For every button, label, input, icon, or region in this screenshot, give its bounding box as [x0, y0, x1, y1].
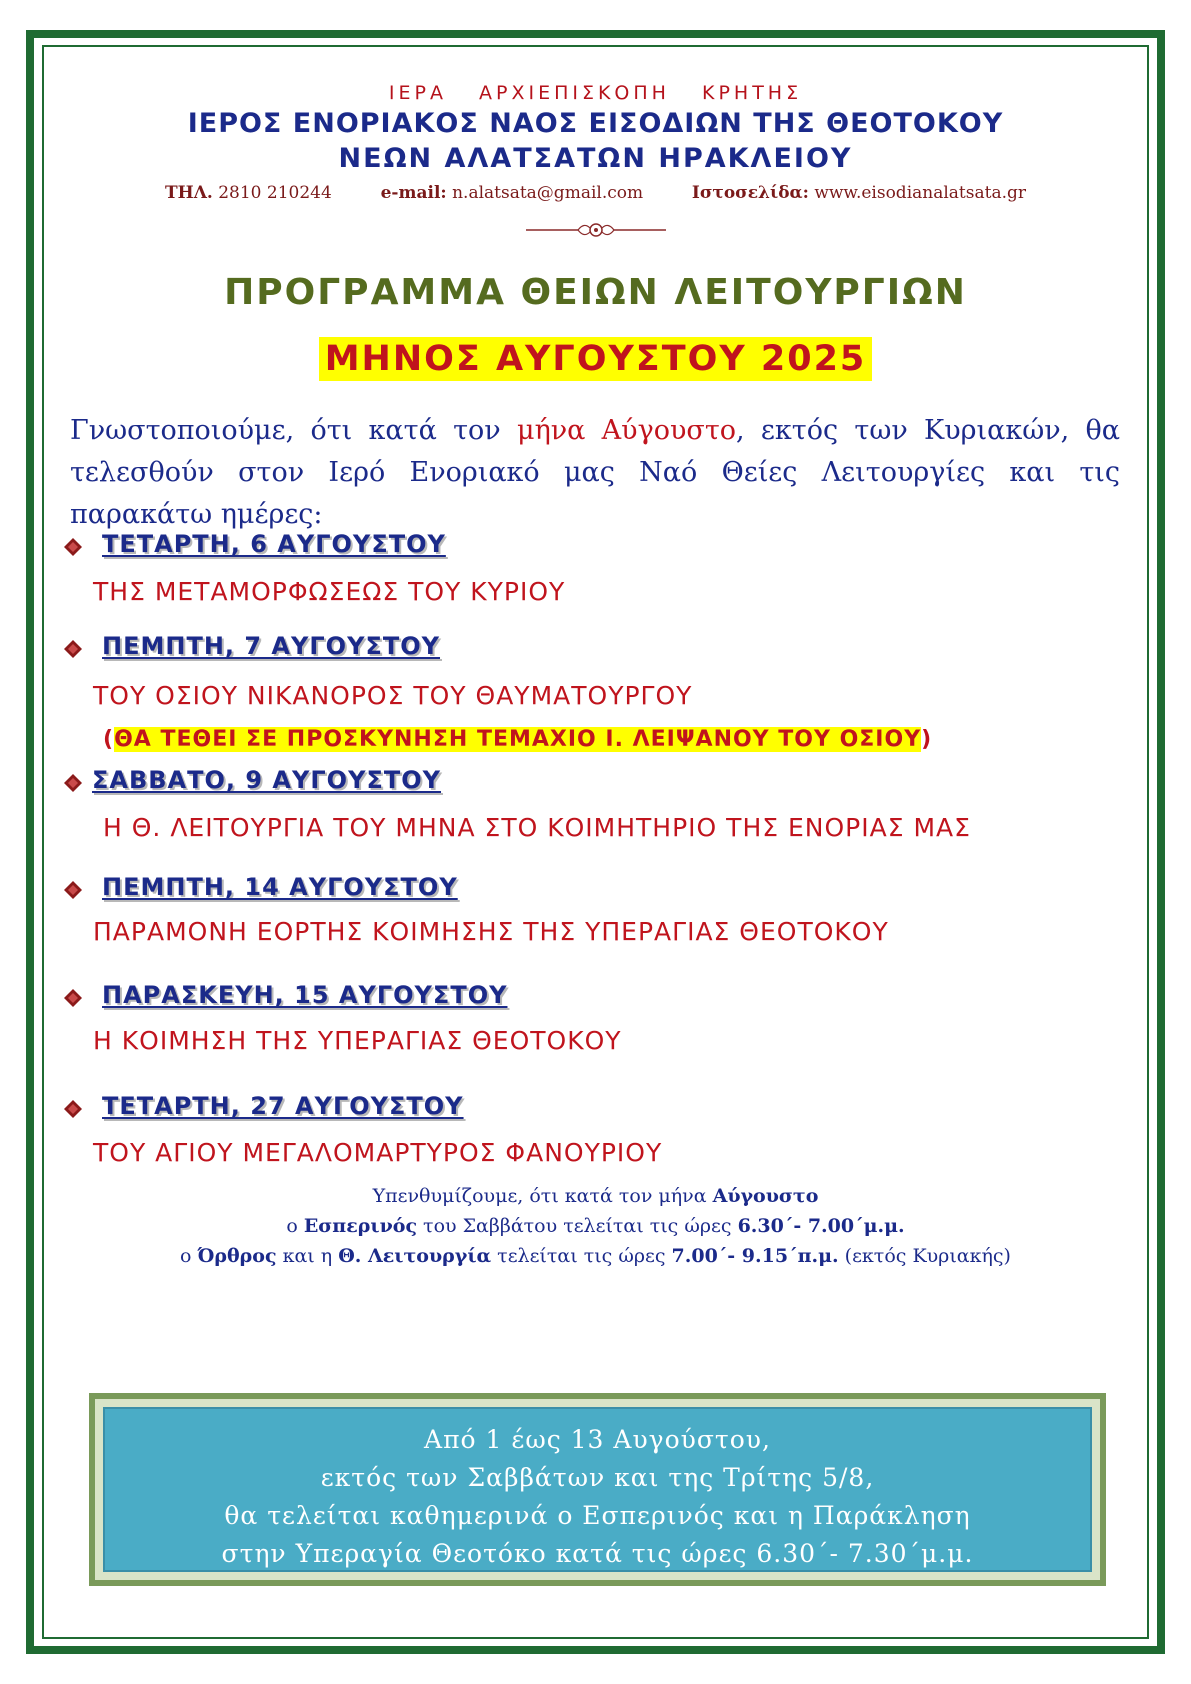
info-box-line: εκτός των Σαββάτων και της Τρίτης 5/8, [320, 1463, 875, 1492]
service-feast: ΤΟΥ ΟΣΙΟΥ ΝΙΚΑΝΟΡΟΣ ΤΟΥ ΘΑΥΜΑΤΟΥΡΓΟΥ [93, 681, 693, 710]
ornament-divider-icon [0, 218, 1191, 242]
reminder-emphasis: Όρθρος [197, 1245, 277, 1267]
reminder-time: 7.00΄- 9.15΄π.μ. [671, 1245, 839, 1267]
reminder-time: 6.30΄- 7.00΄μ.μ. [737, 1215, 905, 1237]
diamond-bullet-icon [62, 772, 84, 794]
diamond-bullet-icon [62, 536, 84, 558]
info-box [95, 1399, 1100, 1580]
note-text: ΘΑ ΤΕΘΕΙ ΣΕ ΠΡΟΣΚΥΝΗΣΗ ΤΕΜΑΧΙΟ Ι. ΛΕΙΨΑΝΟΥ ΤΟΥ ΟΣΙΟΥ [114, 727, 922, 752]
service-feast: Η ΚΟΙΜΗΣΗ ΤΗΣ ΥΠΕΡΑΓΙΑΣ ΘΕΟΤΟΚΟΥ [93, 1026, 622, 1055]
service-feast: Η Θ. ΛΕΙΤΟΥΡΓΙΑ ΤΟΥ ΜΗΝΑ ΣΤΟ ΚΟΙΜΗΤΗΡΙΟ ΤΗΣ ΕΝΟΡΙΑΣ ΜΑΣ [103, 813, 971, 842]
reminder-line-3 [0, 1245, 1191, 1267]
archdiocese-heading: ΙΕΡΑ ΑΡΧΙΕΠΙΣΚΟΠΗ ΚΡΗΤΗΣ [388, 82, 803, 104]
reminder-text: του Σαββάτου τελείται τις ώρες [417, 1215, 738, 1237]
reminder-text: (εκτός Κυριακής) [838, 1245, 1011, 1267]
reminder-line-2 [0, 1215, 1191, 1237]
reminder-text: Υπενθυμίζουμε, ότι κατά τον μήνα [372, 1185, 713, 1207]
contact-line [0, 183, 1191, 203]
reminder-emphasis: Εσπερινός [303, 1215, 418, 1237]
intro-text-end: , εκτός των Κυριακών, θα τελεσθούν στον Ιερό Ενοριακό μας Ναό Θείες Λειτουργίες και τις παρακάτω ημέρες: [70, 415, 1121, 530]
service-feast: ΠΑΡΑΜΟΝΗ ΕΟΡΤΗΣ ΚΟΙΜΗΣΗΣ ΤΗΣ ΥΠΕΡΑΓΙΑΣ ΘΕΟΤΟΚΟΥ [93, 917, 889, 946]
parish-heading: ΙΕΡΟΣ ΕΝΟΡΙΑΚΟΣ ΝΑΟΣ ΕΙΣΟΔΙΩΝ ΤΗΣ ΘΕΟΤΟΚΟΥ [187, 108, 1004, 139]
intro-text-start: Γνωστοποιούμε, ότι κατά τον [70, 415, 518, 446]
reminder-emphasis: Θ. Λειτουργία [338, 1245, 492, 1267]
reminder-line-1 [0, 1185, 1191, 1207]
info-box-line: Από 1 έως 13 Αυγούστου, [424, 1425, 771, 1454]
reminder-text: τελείται τις ώρες [491, 1245, 672, 1267]
area-heading: ΝΕΩΝ ΑΛΑΤΣΑΤΩΝ ΗΡΑΚΛΕΙΟΥ [338, 143, 853, 174]
note-open-paren: ( [103, 727, 115, 752]
note-close-paren: ) [921, 727, 933, 752]
website-label: Ιστοσελίδα: [691, 183, 809, 203]
info-box-content [103, 1407, 1092, 1572]
service-day: ΤΕΤΑΡΤΗ, 6 ΑΥΓΟΥΣΤΟΥ [102, 530, 446, 558]
relic-note [103, 727, 932, 752]
reminder-emphasis: Αύγουστο [712, 1185, 819, 1207]
intro-highlight: μήνα Αύγουστο [517, 415, 737, 446]
email-address[interactable]: n.alatsata@gmail.com [452, 183, 644, 203]
service-day: ΤΕΤΑΡΤΗ, 27 ΑΥΓΟΥΣΤΟΥ [102, 1092, 464, 1120]
phone-number: 2810 210244 [218, 183, 332, 203]
service-day: ΠΑΡΑΣΚΕΥΗ, 15 ΑΥΓΟΥΣΤΟΥ [102, 981, 508, 1009]
program-title: ΠΡΟΓΡΑΜΜΑ ΘΕΙΩΝ ΛΕΙΤΟΥΡΓΙΩΝ [224, 272, 967, 313]
diamond-bullet-icon [62, 879, 84, 901]
reminder-text: ο [286, 1215, 304, 1237]
month-title: ΜΗΝΟΣ ΑΥΓΟΥΣΤΟΥ 2025 [319, 337, 873, 381]
service-day: ΠΕΜΠΤΗ, 14 ΑΥΓΟΥΣΤΟΥ [102, 873, 458, 901]
phone-label: ΤΗΛ. [164, 183, 213, 203]
service-feast: ΤΟΥ ΑΓΙΟΥ ΜΕΓΑΛΟΜΑΡΤΥΡΟΣ ΦΑΝΟΥΡΙΟΥ [93, 1138, 663, 1167]
diamond-bullet-icon [62, 1098, 84, 1120]
info-box-line: θα τελείται καθημερινά ο Εσπερινός και η Παράκληση [224, 1501, 971, 1530]
reminder-text: ο [180, 1245, 198, 1267]
website-link[interactable]: www.eisodianalatsata.gr [814, 183, 1026, 203]
intro-paragraph [70, 410, 1120, 536]
diamond-bullet-icon [62, 638, 84, 660]
service-day: ΠΕΜΠΤΗ, 7 ΑΥΓΟΥΣΤΟΥ [102, 632, 441, 660]
reminder-text: και η [276, 1245, 339, 1267]
service-feast: ΤΗΣ ΜΕΤΑΜΟΡΦΩΣΕΩΣ ΤΟΥ ΚΥΡΙΟΥ [93, 577, 566, 606]
email-label: e-mail: [380, 183, 447, 203]
service-day: ΣΑΒΒΑΤΟ, 9 ΑΥΓΟΥΣΤΟΥ [92, 766, 442, 794]
diamond-bullet-icon [62, 987, 84, 1009]
info-box-line: στην Υπεραγία Θεοτόκο κατά τις ώρες 6.30΄- 7.30΄μ.μ. [221, 1539, 974, 1568]
month-banner [0, 337, 1191, 381]
